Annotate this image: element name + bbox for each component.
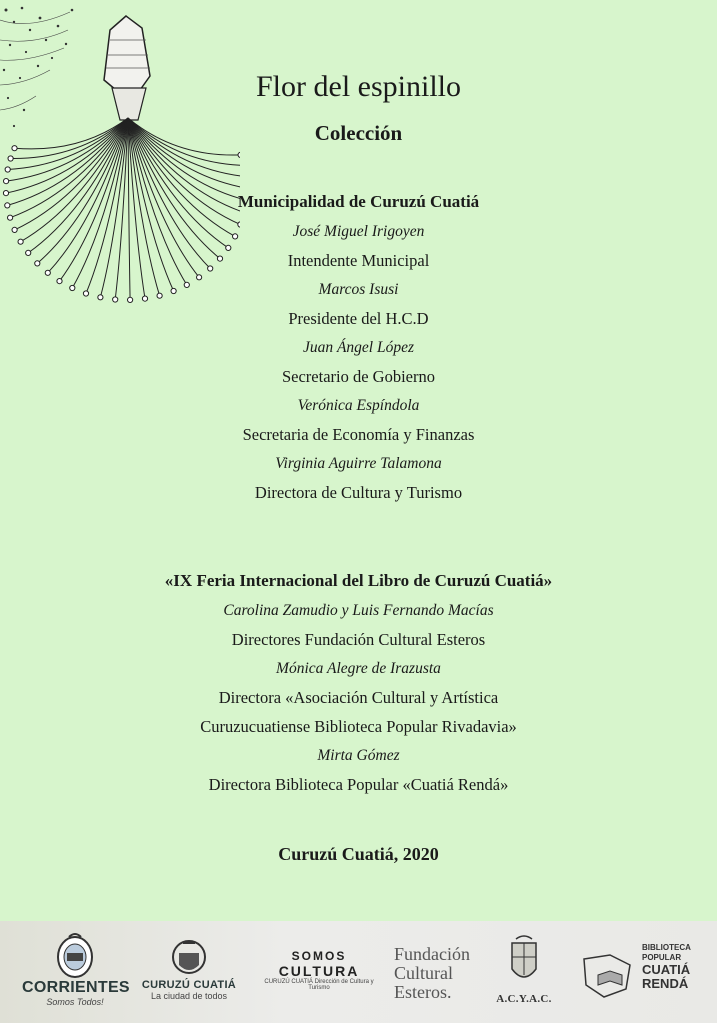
corrientes-logo xyxy=(22,931,128,1007)
person-name: Mónica Alegre de Irazusta xyxy=(276,660,441,677)
acyac-logo xyxy=(492,935,556,1005)
person-name: Mirta Gómez xyxy=(317,747,400,764)
curuzu-cuatia-logo xyxy=(136,935,242,1001)
acyac-crest-icon xyxy=(506,935,542,993)
curuzu-shield-icon xyxy=(171,935,207,979)
person-role: Curuzucuatiense Biblioteca Popular Rivadavia» xyxy=(200,717,517,736)
person-role: Presidente del H.C.D xyxy=(288,309,429,328)
section-heading: «IX Feria Internacional del Libro de Curuzú Cuatiá» xyxy=(164,571,553,590)
person-name: José Miguel Irigoyen xyxy=(292,223,425,240)
somos-caption: CURUZÚ CUATIÁ Dirección de Cultura y Turismo xyxy=(264,979,374,991)
section-heading: Municipalidad de Curuzú Cuatiá xyxy=(237,192,480,211)
biblioteca-cuatia-renda-logo xyxy=(580,943,710,1007)
fundacion-line-2: Cultural xyxy=(394,963,453,983)
person-role: Directora de Cultura y Turismo xyxy=(254,483,463,502)
map-book-icon xyxy=(580,949,634,1001)
person-name: Juan Ángel López xyxy=(302,339,415,356)
biblioteca-line-3: CUATIÁ xyxy=(642,962,691,977)
biblioteca-text xyxy=(642,943,691,991)
book-fair-credits xyxy=(0,571,717,804)
credit-lines xyxy=(0,601,717,804)
somos-word: SOMOS xyxy=(291,949,347,963)
person-role: Directora Biblioteca Popular «Cuatiá Rendá» xyxy=(208,775,509,794)
person-name: Carolina Zamudio y Luis Fernando Macías xyxy=(223,602,494,619)
person-role: Secretario de Gobierno xyxy=(281,367,436,386)
corrientes-slogan: Somos Todos! xyxy=(46,997,104,1007)
person-role: Directores Fundación Cultural Esteros xyxy=(231,630,486,649)
somos-cultura-logo xyxy=(258,949,380,991)
municipality-credits xyxy=(0,192,717,512)
curuzu-slogan: La ciudad de todos xyxy=(150,991,228,1001)
person-role: Secretaria de Economía y Finanzas xyxy=(242,425,475,444)
credit-lines xyxy=(0,222,717,512)
cultura-word: CULTURA xyxy=(278,963,360,979)
person-name: Marcos Isusi xyxy=(318,281,399,298)
subtitle: Colección xyxy=(314,121,403,145)
sponsor-logo-bar xyxy=(0,921,717,1023)
person-role: Intendente Municipal xyxy=(287,251,430,270)
person-name: Verónica Espíndola xyxy=(297,397,420,414)
person-role: Directora «Asociación Cultural y Artística xyxy=(218,688,499,707)
person-name: Virginia Aguirre Talamona xyxy=(275,455,442,472)
curuzu-name: CURUZÚ CUATIÁ xyxy=(141,979,237,991)
acyac-name: A.C.Y.A.C. xyxy=(496,993,552,1005)
biblioteca-line-4: RENDÁ xyxy=(642,976,689,991)
place-date: Curuzú Cuatiá, 2020 xyxy=(278,844,439,864)
corrientes-name: CORRIENTES xyxy=(22,979,130,996)
page-title: Flor del espinillo xyxy=(256,70,461,103)
corrientes-shield-icon xyxy=(55,931,95,979)
fundacion-line-3: Esteros. xyxy=(394,982,452,1002)
fundacion-esteros-logo xyxy=(394,945,490,1002)
fundacion-line-1: Fundación xyxy=(394,944,470,964)
biblioteca-line-2: POPULAR xyxy=(642,953,682,962)
biblioteca-line-1: BIBLIOTECA xyxy=(642,943,691,952)
